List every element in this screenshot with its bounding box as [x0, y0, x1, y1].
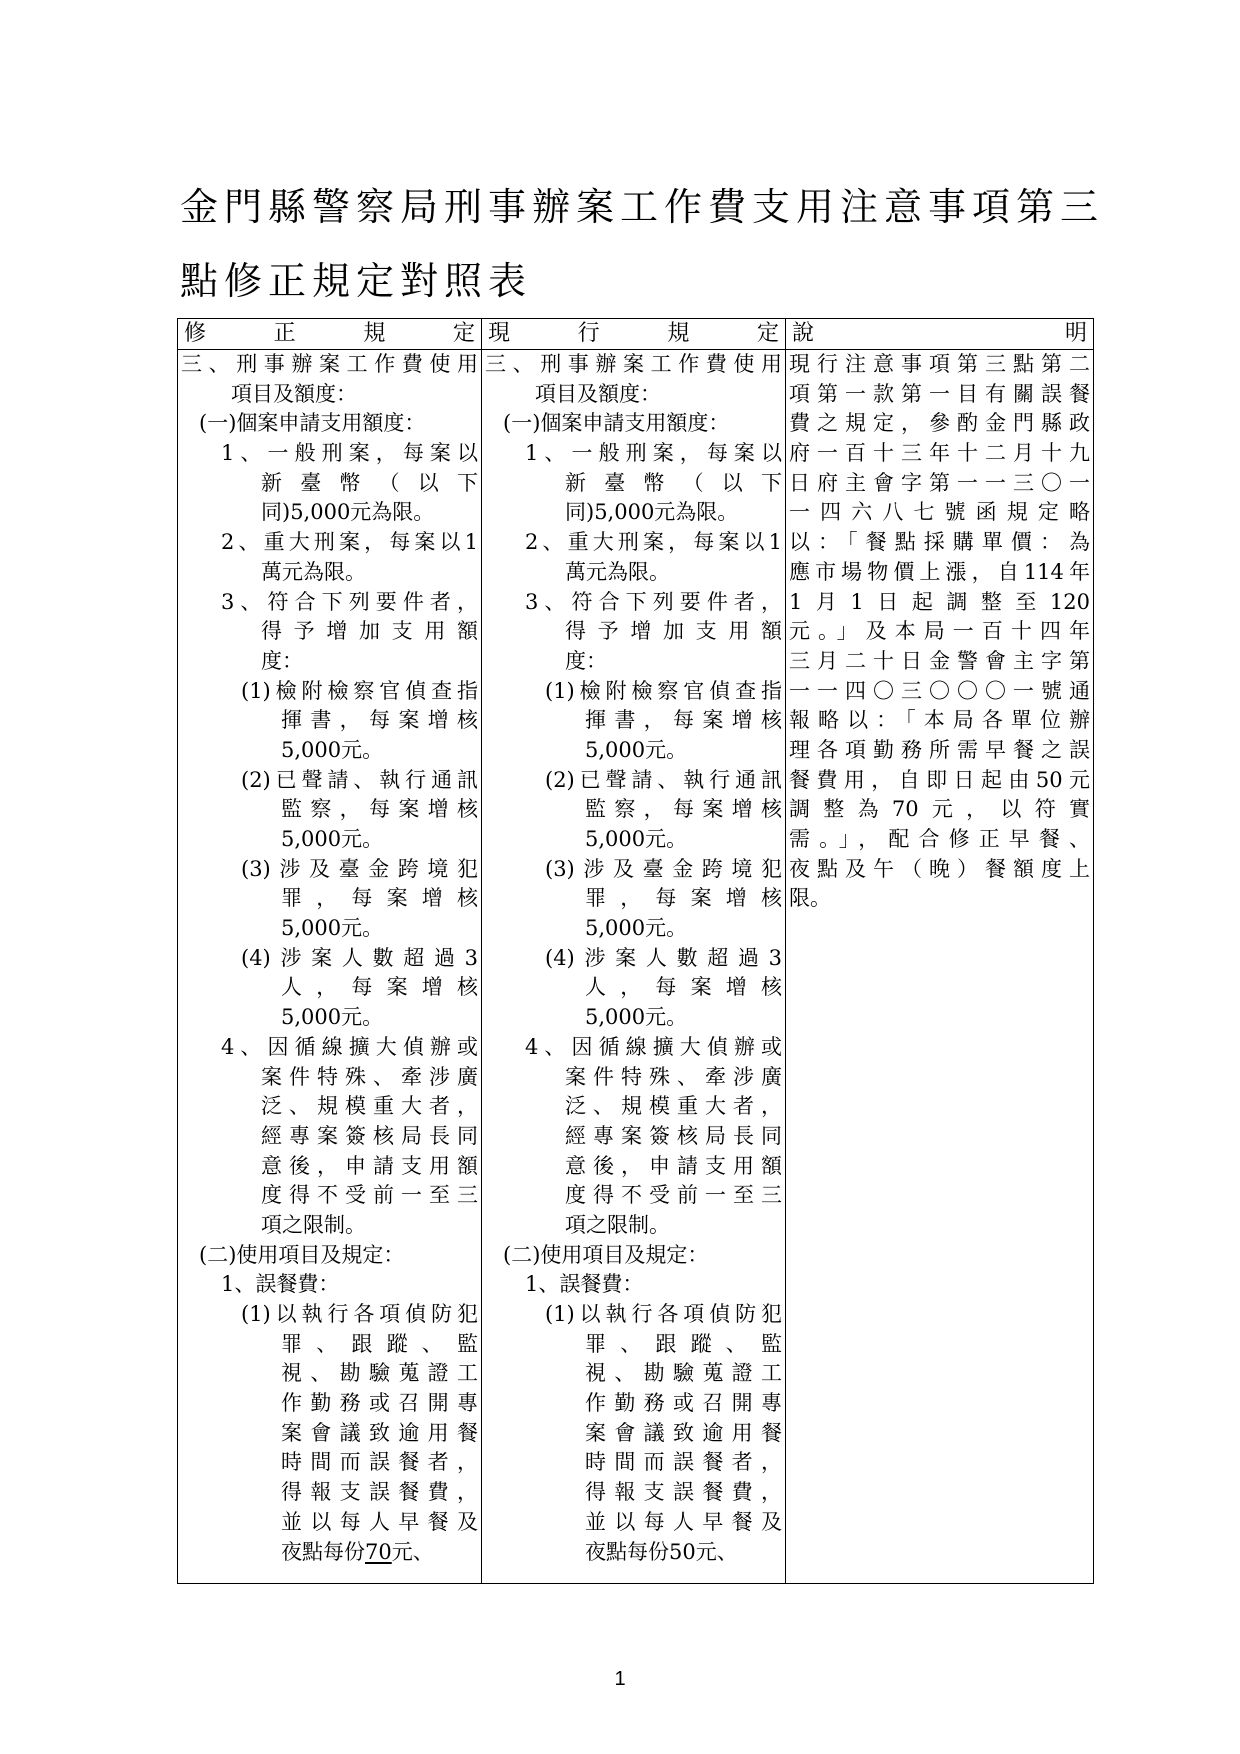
- header-explanation: 說明: [786, 319, 1094, 350]
- revised-provisions-cell: [178, 350, 482, 1584]
- revised-line: 罪，每案增核: [281, 886, 478, 911]
- revised-line: 經專案簽核局長同: [261, 1123, 478, 1148]
- explanation-line: 夜點及午（晚）餐額度上: [789, 856, 1090, 881]
- current-line: 視、勘驗蒐證工: [585, 1361, 782, 1386]
- explanation-line: 理各項勤務所需早餐之誤: [789, 737, 1090, 762]
- current-line: 5,000元。: [585, 827, 688, 851]
- comparison-table: [177, 318, 1094, 1584]
- current-line: 經專案簽核局長同: [565, 1123, 782, 1148]
- explanation-line: 一四六八七號函規定略: [789, 500, 1090, 525]
- explanation-line: 現行注意事項第三點第二: [789, 352, 1090, 376]
- explanation-line: 一一四〇三〇〇〇一號通: [789, 678, 1090, 703]
- current-line: 案會議致逾用餐: [585, 1420, 782, 1445]
- revised-line: 案件特殊、牽涉廣: [261, 1064, 478, 1089]
- revised-line: 萬元為限。: [261, 559, 366, 584]
- explanation-line: 元。」及本局一百十四年: [789, 619, 1090, 644]
- current-line: (一)個案申請支用額度：: [503, 411, 730, 436]
- current-line: 罪，每案增核: [585, 886, 782, 911]
- current-line: 夜點每份50元、: [585, 1539, 738, 1564]
- revised-line: [181, 1538, 478, 1568]
- revised-line: 新臺幣（以下: [261, 470, 478, 495]
- explanation-line: 報略以：「本局各單位辦: [789, 708, 1090, 733]
- revised-line: 作勤務或召開專: [281, 1391, 478, 1416]
- current-line: 案件特殊、牽涉廣: [565, 1064, 782, 1089]
- revised-line: 並以每人早餐及: [281, 1509, 478, 1534]
- revised-line: 2、重大刑案，每案以1: [221, 530, 478, 555]
- revised-last-prefix: 夜點每份: [281, 1539, 365, 1564]
- revised-line: 三、刑事辦案工作費使用: [181, 352, 478, 376]
- revised-line: 項目及額度：: [231, 381, 357, 406]
- revised-line: 罪、跟蹤、監: [281, 1331, 478, 1356]
- revised-line: 時間而誤餐者，: [281, 1450, 478, 1475]
- explanation-line: 費之規定，參酌金門縣政: [789, 411, 1090, 436]
- revised-line: 度：: [261, 648, 303, 673]
- revised-line: 揮書，每案增核: [281, 708, 478, 733]
- current-line: 揮書，每案增核: [585, 708, 782, 733]
- revised-line: 同)5,000元為限。: [261, 500, 435, 525]
- current-provisions-cell: [482, 350, 786, 1584]
- current-line: 作勤務或召開專: [585, 1391, 782, 1416]
- revised-line: (4)涉案人數超過3: [241, 945, 478, 970]
- header-revised: 修正規定: [178, 319, 482, 350]
- revised-line: 監察，每案增核: [281, 797, 478, 822]
- revised-line: 項之限制。: [261, 1212, 366, 1237]
- explanation-line: 三月二十日金警會主字第: [789, 648, 1090, 673]
- current-line: 同)5,000元為限。: [565, 500, 739, 525]
- current-line: (4)涉案人數超過3: [545, 945, 782, 970]
- current-line: 度：: [565, 648, 607, 673]
- current-line: 3、符合下列要件者，: [525, 589, 782, 614]
- current-line: 4、因循線擴大偵辦或: [525, 1034, 782, 1059]
- revised-last-suffix: 元、: [391, 1539, 434, 1564]
- explanation-line: 府一百十三年十二月十九: [789, 441, 1090, 466]
- revised-line: 人，每案增核: [281, 975, 478, 1000]
- header-current: 現行規定: [482, 319, 786, 350]
- current-line: 意後，申請支用額: [565, 1153, 782, 1178]
- current-line: 得予增加支用額: [565, 619, 782, 644]
- explanation-line: 限。: [789, 886, 831, 911]
- current-line: (1)檢附檢察官偵查指: [545, 678, 782, 703]
- current-line: 5,000元。: [585, 737, 688, 762]
- current-line: (3)涉及臺金跨境犯: [545, 856, 782, 881]
- current-line: 時間而誤餐者，: [585, 1450, 782, 1475]
- revised-line: 泛、規模重大者，: [261, 1094, 478, 1119]
- explanation-line: 日府主會字第一一三〇一: [789, 470, 1090, 495]
- document-title-line-2: 點修正規定對照表: [180, 259, 533, 303]
- current-line: 新臺幣（以下: [565, 470, 782, 495]
- revised-line: 5,000元。: [281, 827, 384, 851]
- explanation-line: 調整為70元，以符實: [789, 797, 1090, 822]
- current-line: 萬元為限。: [565, 559, 670, 584]
- current-line: 罪、跟蹤、監: [585, 1331, 782, 1356]
- current-line: 1、一般刑案，每案以: [525, 441, 782, 466]
- explanation-line: 餐費用，自即日起由50元: [789, 767, 1090, 792]
- current-line: 5,000元。: [585, 1005, 688, 1030]
- current-line: 5,000元。: [585, 916, 688, 941]
- explanation-line: 項第一款第一目有關誤餐: [789, 381, 1090, 406]
- explanation-line: 需。」，配合修正早餐、: [789, 827, 1090, 851]
- revised-line: (1)以執行各項偵防犯: [241, 1302, 478, 1326]
- current-line: (二)使用項目及規定：: [503, 1242, 709, 1267]
- revised-line: 意後，申請支用額: [261, 1153, 478, 1178]
- revised-line: 1、誤餐費：: [221, 1272, 340, 1297]
- revised-amount-underlined: 70: [365, 1539, 392, 1564]
- current-line: 監察，每案增核: [585, 797, 782, 822]
- page-number: 1: [614, 1668, 626, 1690]
- current-line: 2、重大刑案，每案以1: [525, 530, 782, 555]
- table-header-row: [178, 319, 1094, 350]
- explanation-line: 以：「餐點採購單價：為: [789, 530, 1090, 555]
- explanation-line: 1月1日起調整至120: [789, 589, 1090, 614]
- current-line: (1)以執行各項偵防犯: [545, 1302, 782, 1326]
- revised-line: 5,000元。: [281, 916, 384, 941]
- current-line: 三、刑事辦案工作費使用: [485, 352, 782, 376]
- current-line: 1、誤餐費：: [525, 1272, 644, 1297]
- revised-line: 5,000元。: [281, 1005, 384, 1030]
- revised-line: 得予增加支用額: [261, 619, 478, 644]
- revised-line: 得報支誤餐費，: [281, 1480, 478, 1505]
- current-line: (2)已聲請、執行通訊: [545, 767, 782, 792]
- explanation-cell: [786, 350, 1094, 1584]
- revised-line: 5,000元。: [281, 737, 384, 762]
- revised-line: 1、一般刑案，每案以: [221, 441, 478, 466]
- current-line: 泛、規模重大者，: [565, 1094, 782, 1119]
- revised-line: 度得不受前一至三: [261, 1183, 478, 1208]
- document-title-line-1: 金門縣警察局刑事辦案工作費支用注意事項第三: [180, 185, 1105, 229]
- revised-line: 3、符合下列要件者，: [221, 589, 478, 614]
- revised-line: (3)涉及臺金跨境犯: [241, 856, 478, 881]
- revised-line: (一)個案申請支用額度：: [199, 411, 426, 436]
- revised-line: 視、勘驗蒐證工: [281, 1361, 478, 1386]
- current-line: 項之限制。: [565, 1212, 670, 1237]
- revised-line: (2)已聲請、執行通訊: [241, 767, 478, 792]
- table-row: [178, 350, 1094, 1584]
- current-line: 得報支誤餐費，: [585, 1480, 782, 1505]
- revised-line: 案會議致逾用餐: [281, 1420, 478, 1445]
- revised-line: (1)檢附檢察官偵查指: [241, 678, 478, 703]
- revised-line: (二)使用項目及規定：: [199, 1242, 405, 1267]
- current-line: 並以每人早餐及: [585, 1509, 782, 1534]
- revised-line: 4、因循線擴大偵辦或: [221, 1034, 478, 1059]
- current-line: 度得不受前一至三: [565, 1183, 782, 1208]
- current-line: 項目及額度：: [535, 381, 661, 406]
- current-line: 人，每案增核: [585, 975, 782, 1000]
- explanation-line: 應市場物價上漲，自114年: [789, 559, 1090, 584]
